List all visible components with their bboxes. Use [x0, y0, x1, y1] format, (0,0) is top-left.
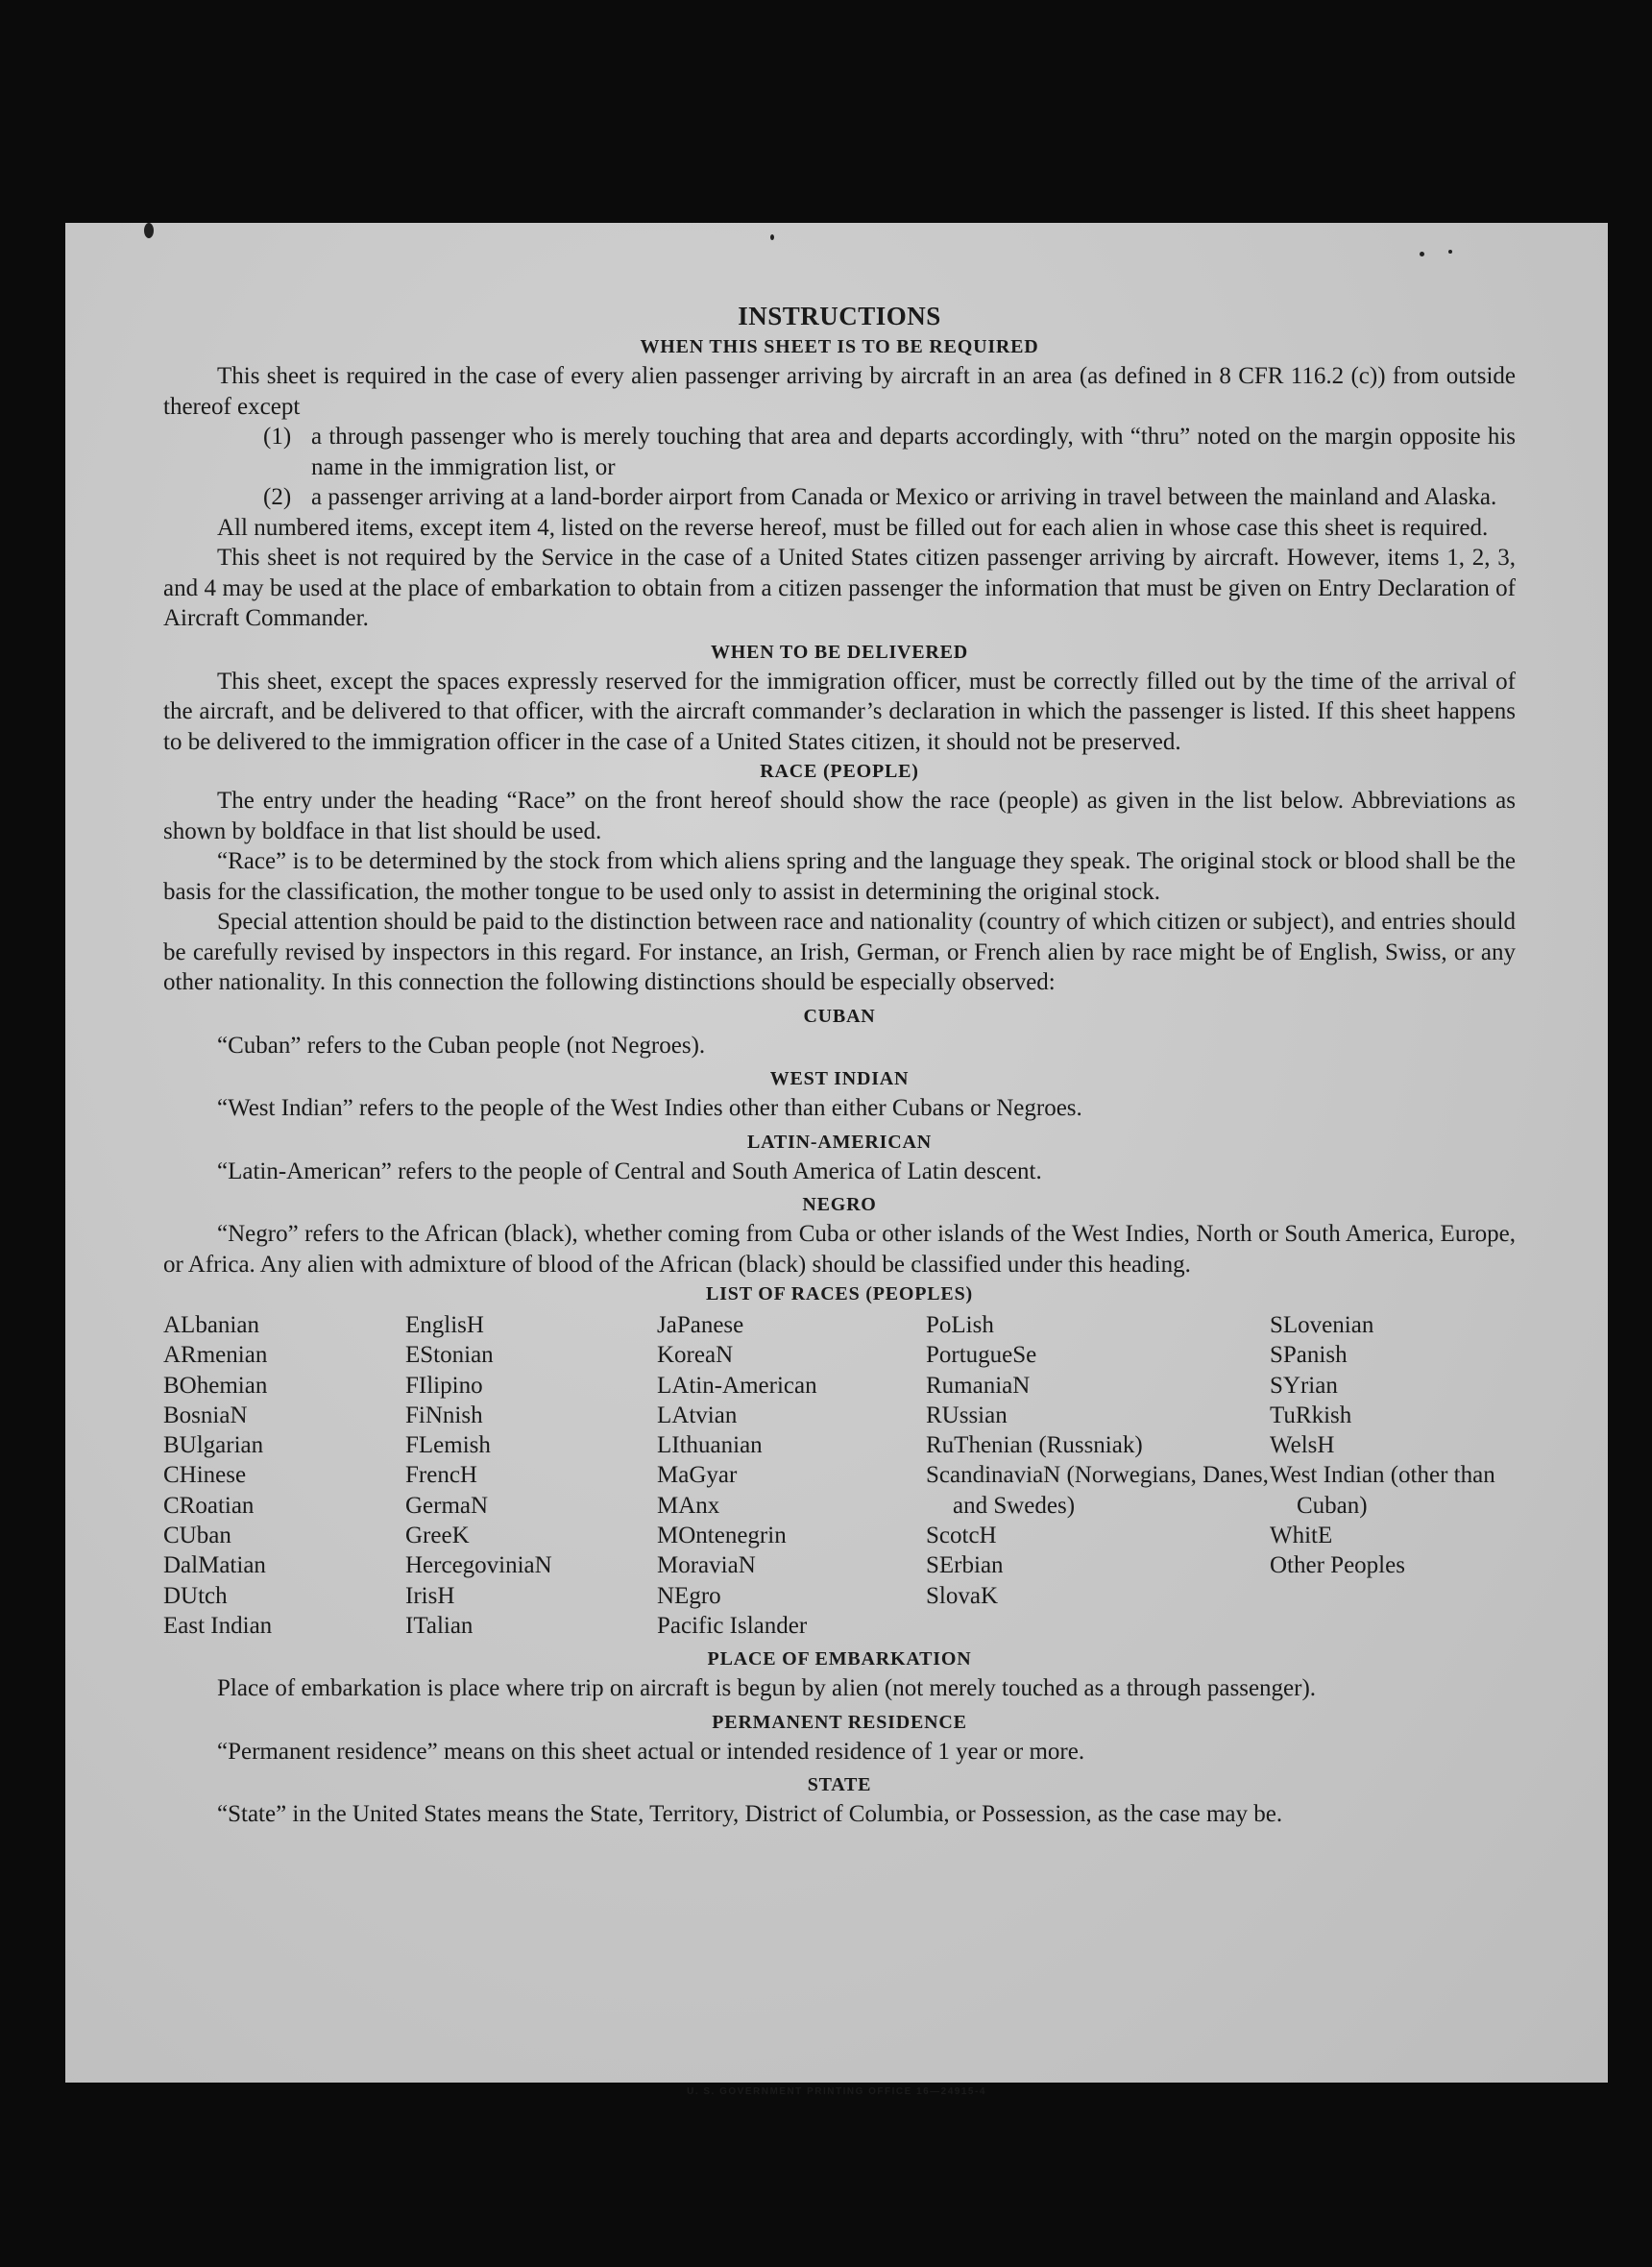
race-item: SPanish [1270, 1342, 1348, 1369]
race-item: MOntenegrin [657, 1523, 787, 1549]
ink-speck [770, 234, 774, 240]
race-item: TuRkish [1270, 1402, 1352, 1428]
races-column-4 [926, 1310, 1270, 1641]
race-item: BUlgarian [163, 1432, 264, 1459]
race-item: RumaniaN [926, 1372, 1031, 1399]
exception-item-1 [263, 422, 1516, 482]
printer-imprint: U. S. GOVERNMENT PRINTING OFFICE 16—24915-4 [687, 2086, 986, 2097]
paragraph-latin-american: “Latin-American” refers to the people of Central and South America of Latin descent. [217, 1158, 1042, 1184]
race-item: JaPanese [657, 1312, 744, 1338]
heading-list-of-races: LIST OF RACES (PEOPLES) [706, 1283, 973, 1304]
heading-when-required: WHEN THIS SHEET IS TO BE REQUIRED [640, 336, 1039, 357]
races-column-1 [163, 1310, 405, 1641]
race-item: ALbanian [163, 1312, 259, 1338]
race-item: CUban [163, 1523, 231, 1549]
race-item: BOhemian [163, 1372, 268, 1399]
page-title: INSTRUCTIONS [738, 302, 941, 330]
heading-cuban: CUBAN [803, 1005, 876, 1027]
race-item: LIthuanian [657, 1432, 763, 1459]
race-item: NEgro [657, 1582, 721, 1609]
race-item: CHinese [163, 1462, 247, 1489]
item-number: (2) [263, 484, 292, 510]
heading-race: RACE (PEOPLE) [760, 761, 919, 782]
races-column-3 [657, 1310, 926, 1641]
heading-latin-american: LATIN-AMERICAN [747, 1131, 932, 1153]
exception-item-2 [263, 482, 1516, 513]
race-item: FiNnish [405, 1402, 483, 1428]
race-item: FrencH [405, 1462, 477, 1489]
race-item: SErbian [926, 1552, 1004, 1579]
heading-permanent-residence: PERMANENT RESIDENCE [712, 1711, 967, 1733]
instructions-content [163, 300, 1516, 1830]
race-item: SlovaK [926, 1582, 998, 1609]
paragraph-race-definition: “Race” is to be determined by the stock from which aliens spring and the language they speak. The original stock or blood shall be the basis for the classification, the mother tongue to be used only to assist in determining the original stock. [163, 848, 1516, 905]
race-item: MaGyar [657, 1462, 738, 1489]
race-item: DUtch [163, 1582, 228, 1609]
race-item: ScandinaviaN (Norwegians, Danes, and Swedes) [926, 1462, 1269, 1519]
race-item: FLemish [405, 1432, 491, 1459]
paragraph-negro: “Negro” refers to the African (black), whether coming from Cuba or other islands of the West Indies, North or South America, Europe, or Africa. Any alien with admixture of blood of the African (black) should be classified under this heading. [163, 1221, 1516, 1278]
paragraph-cuban: “Cuban” refers to the Cuban people (not Negroes). [217, 1032, 706, 1059]
race-item: GermaN [405, 1492, 489, 1519]
race-item: Other Peoples [1270, 1552, 1405, 1579]
race-item: West Indian (other than Cuban) [1270, 1462, 1495, 1519]
paragraph-required-intro: This sheet is required in the case of every alien passenger arriving by aircraft in an area (as defined in 8 CFR 116.2 (c)) from outside thereof except [163, 363, 1516, 420]
paragraph-race-nationality: Special attention should be paid to the distinction between race and nationality (country of which citizen or subject), and entries should be carefully revised by inspectors in this regard. For instance, an Irish, German, or French alien by race might be of English, Swiss, or any other nationality. In this connection the following distinctions should be especially observed: [163, 909, 1516, 995]
paragraph-residence: “Permanent residence” means on this sheet actual or intended residence of 1 year or more. [217, 1738, 1085, 1765]
races-column-5 [1270, 1310, 1516, 1641]
race-item: RUssian [926, 1402, 1008, 1428]
race-item: MAnx [657, 1492, 720, 1519]
race-item: CRoatian [163, 1492, 255, 1519]
paragraph-numbered-items: All numbered items, except item 4, listed on the reverse hereof, must be filled out for each alien in whose case this sheet is required. [217, 514, 1489, 541]
race-item: PoLish [926, 1312, 994, 1338]
heading-state: STATE [807, 1774, 872, 1796]
race-item: BosniaN [163, 1402, 248, 1428]
race-item: EnglisH [405, 1312, 484, 1338]
race-item: HercegoviniaN [405, 1552, 552, 1579]
heading-negro: NEGRO [802, 1194, 877, 1215]
race-item: IrisH [405, 1582, 455, 1609]
ink-speck [1448, 250, 1452, 254]
races-column-2 [405, 1310, 657, 1641]
race-item: FIlipino [405, 1372, 483, 1399]
race-item: EStonian [405, 1342, 494, 1369]
race-item: GreeK [405, 1523, 470, 1549]
race-item: WhitE [1270, 1523, 1333, 1549]
ink-speck [144, 223, 154, 238]
races-list [163, 1310, 1516, 1641]
race-item: WelsH [1270, 1432, 1335, 1459]
paragraph-embarkation: Place of embarkation is place where trip on aircraft is begun by alien (not merely touched as a through passenger). [217, 1675, 1317, 1702]
ink-speck [1420, 252, 1424, 256]
item-number: (1) [263, 424, 292, 450]
heading-place-of-embarkation: PLACE OF EMBARKATION [707, 1648, 972, 1670]
item-text: a through passenger who is merely touching that area and departs accordingly, with “thru” noted on the margin opposite his name in the immigration list, or [311, 424, 1516, 480]
race-item: RuThenian (Russniak) [926, 1432, 1143, 1459]
race-item: ScotcH [926, 1523, 997, 1549]
item-text: a passenger arriving at a land-border airport from Canada or Mexico or arriving in travel between the mainland and Alaska. [311, 484, 1497, 510]
race-item: Pacific Islander [657, 1612, 808, 1639]
document-sheet [65, 223, 1608, 2097]
heading-when-delivered: WHEN TO BE DELIVERED [710, 641, 969, 663]
race-item: DalMatian [163, 1552, 266, 1579]
race-item: MoraviaN [657, 1552, 756, 1579]
race-item: SLovenian [1270, 1312, 1374, 1338]
race-item: SYrian [1270, 1372, 1338, 1399]
paragraph-delivered: This sheet, except the spaces expressly reserved for the immigration officer, must be correctly filled out by the time of the arrival of the aircraft, and be delivered to that officer, with the aircraft commander’s declaration in which the passenger is listed. If this sheet happens to be delivered to the immigration officer in the case of a United States citizen, it should not be preserved. [163, 668, 1516, 755]
race-item: LAtvian [657, 1402, 738, 1428]
paragraph-race-entry: The entry under the heading “Race” on the front hereof should show the race (people) as given in the list below. Abbreviations as shown by boldface in that list should be used. [163, 788, 1516, 844]
paragraph-citizen: This sheet is not required by the Service in the case of a United States citizen passenger arriving by aircraft. However, items 1, 2, 3, and 4 may be used at the place of embarkation to obtain from a citizen passenger the information that must be given on Entry Declaration of Aircraft Commander. [163, 545, 1516, 631]
paragraph-west-indian: “West Indian” refers to the people of the West Indies other than either Cubans or Negroes. [217, 1095, 1082, 1121]
race-item: ITalian [405, 1612, 474, 1639]
race-item: East Indian [163, 1612, 273, 1639]
race-item: ARmenian [163, 1342, 268, 1369]
race-item: PortugueSe [926, 1342, 1037, 1369]
race-item: LAtin-American [657, 1372, 817, 1399]
race-item: KoreaN [657, 1342, 734, 1369]
heading-west-indian: WEST INDIAN [769, 1068, 910, 1089]
paragraph-state: “State” in the United States means the State, Territory, District of Columbia, or Possession, as the case may be. [217, 1801, 1283, 1828]
